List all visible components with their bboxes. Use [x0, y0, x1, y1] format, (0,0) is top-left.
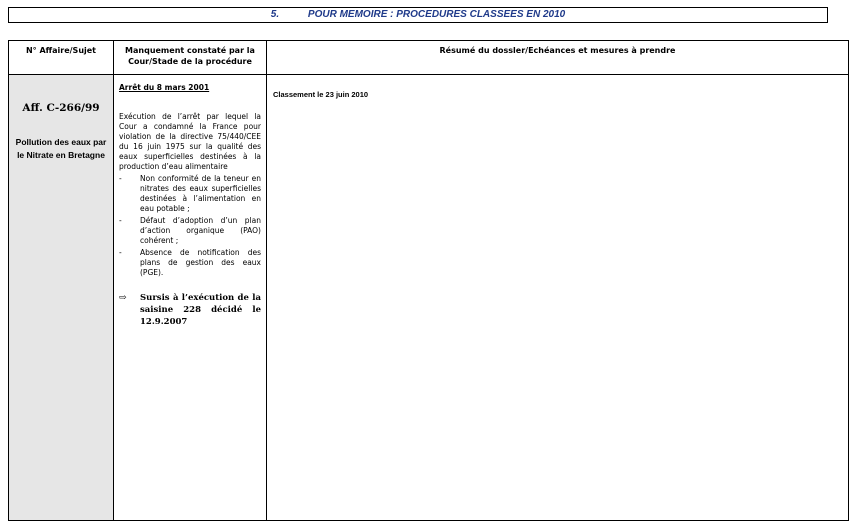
arret-title: Arrêt du 8 mars 2001	[119, 83, 210, 92]
bullet-marker: -	[119, 216, 122, 225]
header-affaire	[9, 41, 114, 75]
resume-cell	[267, 75, 849, 521]
sursis-text: Sursis à l’exécution de la saisine 228 décidé le 12.9.2007	[140, 293, 261, 327]
affaire-cell	[9, 75, 114, 521]
procedures-table	[8, 40, 849, 521]
sursis-note	[119, 292, 261, 328]
list-item	[119, 174, 261, 214]
list-item	[119, 216, 261, 246]
header-affaire-label: N° Affaire/Sujet	[25, 46, 97, 55]
bullet-text: Défaut d’adoption d’un plan d’action organique (PAO) cohérent ;	[140, 216, 261, 245]
bullet-text: Absence de notification des plans de gestion des eaux (PGE).	[140, 248, 261, 277]
affaire-number: Aff. C-266/99	[22, 102, 100, 114]
arrow-right-icon: ⇨	[119, 293, 127, 303]
header-resume	[267, 41, 849, 75]
affaire-subject: Pollution des eaux par le Nitrate en Bretagne	[15, 137, 107, 160]
header-manquement	[114, 41, 267, 75]
section-title	[8, 7, 828, 23]
classement-text: Classement le 23 juin 2010	[273, 90, 369, 99]
section-title-text: POUR MEMOIRE : PROCEDURES CLASSEES EN 2010	[307, 9, 566, 20]
arret-text: Exécution de l’arrêt par lequel la Cour a condamné la France pour violation de la directive 75/440/CEE du 16 juin 1975 sur la qualité des eaux superficielles destinées à la production d’eau alimentaire	[119, 112, 261, 171]
manquement-cell	[114, 75, 267, 521]
list-item	[119, 248, 261, 278]
header-manquement-label: Manquement constaté par la Cour/Stade de la procédure	[125, 46, 255, 66]
section-number: 5.	[270, 9, 280, 20]
header-resume-label: Résumé du dossler/Echéances et mesures à prendre	[439, 46, 676, 55]
table-row	[9, 75, 849, 521]
table-header-row	[9, 41, 849, 75]
bullet-marker: -	[119, 174, 122, 183]
bullet-marker: -	[119, 248, 122, 257]
bullet-text: Non conformité de la teneur en nitrates des eaux superficielles destinées à l’alimentation en eau potable ;	[140, 174, 261, 213]
